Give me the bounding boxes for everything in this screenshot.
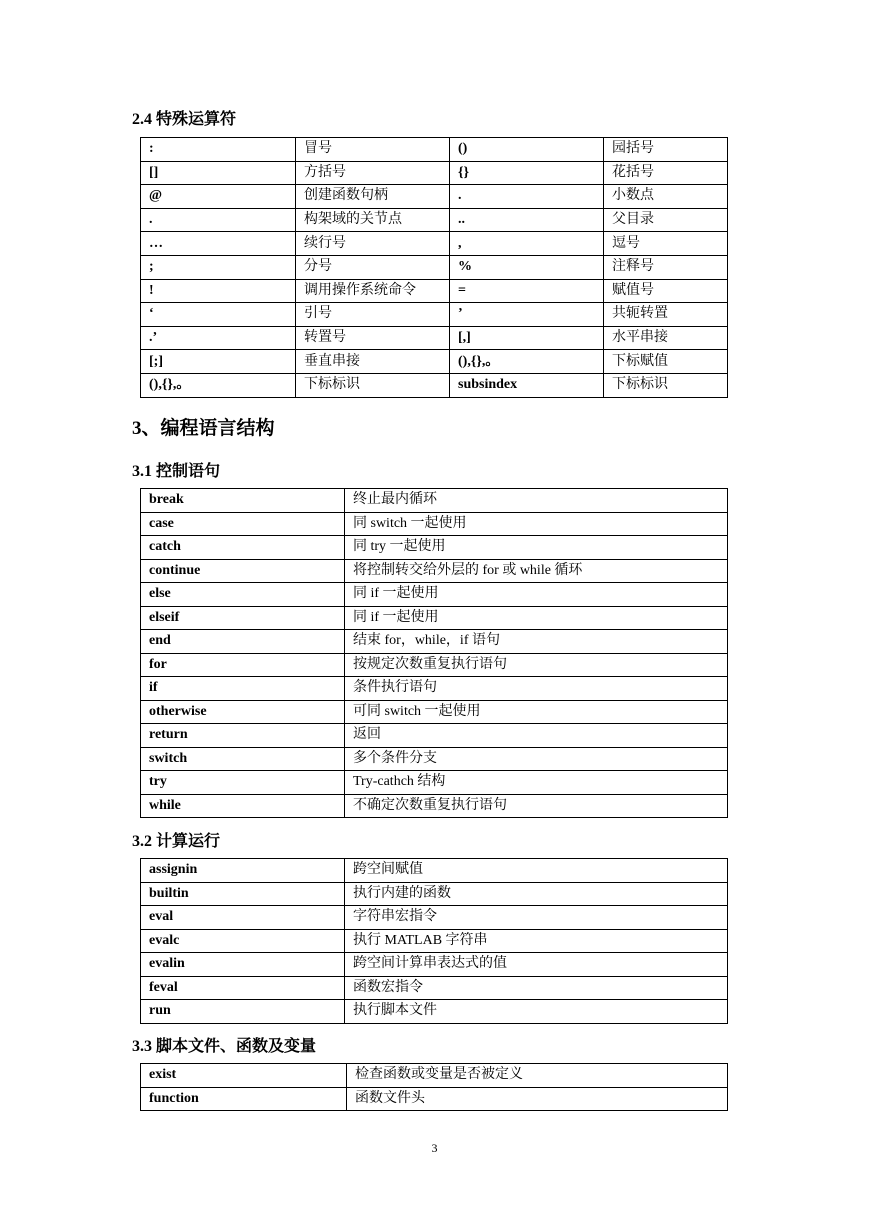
operator-row-cell: 下标赋值 [604, 350, 728, 374]
control-statement-row-cell: continue [141, 559, 345, 583]
evaluation-row-cell: 字符串宏指令 [345, 906, 728, 930]
operator-row-cell: ‘ [141, 303, 296, 327]
operator-row-cell: . [450, 185, 604, 209]
control-statement-row-cell: break [141, 489, 345, 513]
evaluation-row-cell: builtin [141, 882, 345, 906]
control-statement-row-cell: 结束 for，while，if 语句 [345, 630, 728, 654]
operator-row-cell: : [141, 138, 296, 162]
evaluation-row-cell: evalc [141, 929, 345, 953]
control-statement-row-cell: 返回 [345, 724, 728, 748]
evaluation-row [141, 1000, 728, 1024]
script-function-row [141, 1064, 728, 1088]
operator-row-cell: {} [450, 161, 604, 185]
control-statement-row-cell: 同 try 一起使用 [345, 536, 728, 560]
evaluation-row-cell: 执行脚本文件 [345, 1000, 728, 1024]
control-statement-row-cell: 多个条件分支 [345, 747, 728, 771]
evaluation-row-cell: 执行 MATLAB 字符串 [345, 929, 728, 953]
control-statement-row-cell: try [141, 771, 345, 795]
evaluation-row-cell: feval [141, 976, 345, 1000]
operator-row-cell: 分号 [296, 255, 450, 279]
operator-row-cell: 创建函数句柄 [296, 185, 450, 209]
script-function-row-cell: exist [141, 1064, 347, 1088]
operator-row [141, 232, 728, 256]
operator-row-cell: 赋值号 [604, 279, 728, 303]
section-3-3-heading: 3.3 脚本文件、函数及变量 [132, 1038, 317, 1055]
operator-row-cell: … [141, 232, 296, 256]
operator-row-cell: = [450, 279, 604, 303]
operator-row-cell: 下标标识 [296, 373, 450, 397]
evaluation-row-cell: evalin [141, 953, 345, 977]
control-statement-row-cell: 同 if 一起使用 [345, 583, 728, 607]
control-statement-row [141, 630, 728, 654]
operator-row-cell: () [450, 138, 604, 162]
operator-row-cell: [] [141, 161, 296, 185]
operator-row-cell: % [450, 255, 604, 279]
operator-row-cell: 注释号 [604, 255, 728, 279]
control-statement-row [141, 512, 728, 536]
operator-row-cell: (),{},。 [450, 350, 604, 374]
evaluation-row [141, 976, 728, 1000]
control-statement-row-cell: return [141, 724, 345, 748]
control-statement-row [141, 606, 728, 630]
section-3-heading: 3、编程语言结构 [132, 418, 275, 439]
evaluation-row [141, 906, 728, 930]
operator-row-cell: 方括号 [296, 161, 450, 185]
operator-row-cell: 小数点 [604, 185, 728, 209]
control-statements-table [140, 488, 728, 818]
operator-row-cell: [;] [141, 350, 296, 374]
operator-row-cell: 下标标识 [604, 373, 728, 397]
control-statement-row [141, 489, 728, 513]
control-statement-row-cell: 不确定次数重复执行语句 [345, 794, 728, 818]
operator-row-cell: 续行号 [296, 232, 450, 256]
control-statement-row-cell: Try-cathch 结构 [345, 771, 728, 795]
operator-row-cell: ; [141, 255, 296, 279]
control-statement-row [141, 583, 728, 607]
scripts-functions-table [140, 1063, 728, 1111]
script-function-row-cell: 函数文件头 [347, 1087, 728, 1111]
operator-row [141, 326, 728, 350]
operator-row-cell: ’ [450, 303, 604, 327]
evaluation-row-cell: eval [141, 906, 345, 930]
operator-row-cell: 父目录 [604, 208, 728, 232]
operator-row-cell: 冒号 [296, 138, 450, 162]
evaluation-row [141, 882, 728, 906]
section-2-4-heading: 2.4 特殊运算符 [132, 111, 237, 128]
script-function-row-cell: function [141, 1087, 347, 1111]
control-statement-row-cell: for [141, 653, 345, 677]
operator-row-cell: 共轭转置 [604, 303, 728, 327]
operator-row-cell: 园括号 [604, 138, 728, 162]
evaluation-row-cell: 跨空间计算串表达式的值 [345, 953, 728, 977]
control-statement-row [141, 724, 728, 748]
evaluation-row-cell: 函数宏指令 [345, 976, 728, 1000]
control-statement-row-cell: 按规定次数重复执行语句 [345, 653, 728, 677]
operator-row-cell: , [450, 232, 604, 256]
evaluation-table [140, 858, 728, 1024]
special-operators-table [140, 137, 728, 398]
control-statement-row-cell: 同 switch 一起使用 [345, 512, 728, 536]
evaluation-row [141, 953, 728, 977]
control-statement-row-cell: 终止最内循环 [345, 489, 728, 513]
operator-row-cell: 构架域的关节点 [296, 208, 450, 232]
operator-row [141, 350, 728, 374]
operator-row [141, 208, 728, 232]
control-statement-row-cell: otherwise [141, 700, 345, 724]
evaluation-row [141, 929, 728, 953]
operator-row [141, 373, 728, 397]
control-statement-row-cell: 条件执行语句 [345, 677, 728, 701]
evaluation-row-cell: 跨空间赋值 [345, 859, 728, 883]
operator-row [141, 303, 728, 327]
control-statement-row-cell: 将控制转交给外层的 for 或 while 循环 [345, 559, 728, 583]
operator-row-cell: ! [141, 279, 296, 303]
control-statement-row-cell: case [141, 512, 345, 536]
operator-row [141, 279, 728, 303]
evaluation-row-cell: 执行内建的函数 [345, 882, 728, 906]
operator-row-cell: 调用操作系统命令 [296, 279, 450, 303]
script-function-row [141, 1087, 728, 1111]
operator-row-cell: (),{},。 [141, 373, 296, 397]
control-statement-row [141, 771, 728, 795]
control-statement-row [141, 536, 728, 560]
operator-row-cell: 水平串接 [604, 326, 728, 350]
evaluation-row [141, 859, 728, 883]
operator-row [141, 255, 728, 279]
control-statement-row [141, 794, 728, 818]
control-statement-row-cell: elseif [141, 606, 345, 630]
script-function-row-cell: 检查函数或变量是否被定义 [347, 1064, 728, 1088]
control-statement-row [141, 700, 728, 724]
operator-row-cell: 逗号 [604, 232, 728, 256]
operator-row-cell: . [141, 208, 296, 232]
control-statement-row-cell: while [141, 794, 345, 818]
operator-row-cell: @ [141, 185, 296, 209]
section-3-1-heading: 3.1 控制语句 [132, 463, 221, 480]
control-statement-row [141, 653, 728, 677]
control-statement-row-cell: 可同 switch 一起使用 [345, 700, 728, 724]
operator-row-cell: 转置号 [296, 326, 450, 350]
operator-row [141, 161, 728, 185]
operator-row-cell: subsindex [450, 373, 604, 397]
operator-row-cell: .. [450, 208, 604, 232]
control-statement-row-cell: end [141, 630, 345, 654]
evaluation-row-cell: assignin [141, 859, 345, 883]
evaluation-row-cell: run [141, 1000, 345, 1024]
control-statement-row [141, 747, 728, 771]
section-3-2-heading: 3.2 计算运行 [132, 833, 221, 850]
control-statement-row-cell: else [141, 583, 345, 607]
operator-row-cell: 花括号 [604, 161, 728, 185]
operator-row-cell: 垂直串接 [296, 350, 450, 374]
control-statement-row [141, 559, 728, 583]
operator-row-cell: .’ [141, 326, 296, 350]
control-statement-row-cell: 同 if 一起使用 [345, 606, 728, 630]
control-statement-row [141, 677, 728, 701]
page-number: 3 [431, 1141, 438, 1155]
operator-row-cell: 引号 [296, 303, 450, 327]
operator-row [141, 138, 728, 162]
control-statement-row-cell: catch [141, 536, 345, 560]
control-statement-row-cell: if [141, 677, 345, 701]
control-statement-row-cell: switch [141, 747, 345, 771]
operator-row [141, 185, 728, 209]
operator-row-cell: [,] [450, 326, 604, 350]
